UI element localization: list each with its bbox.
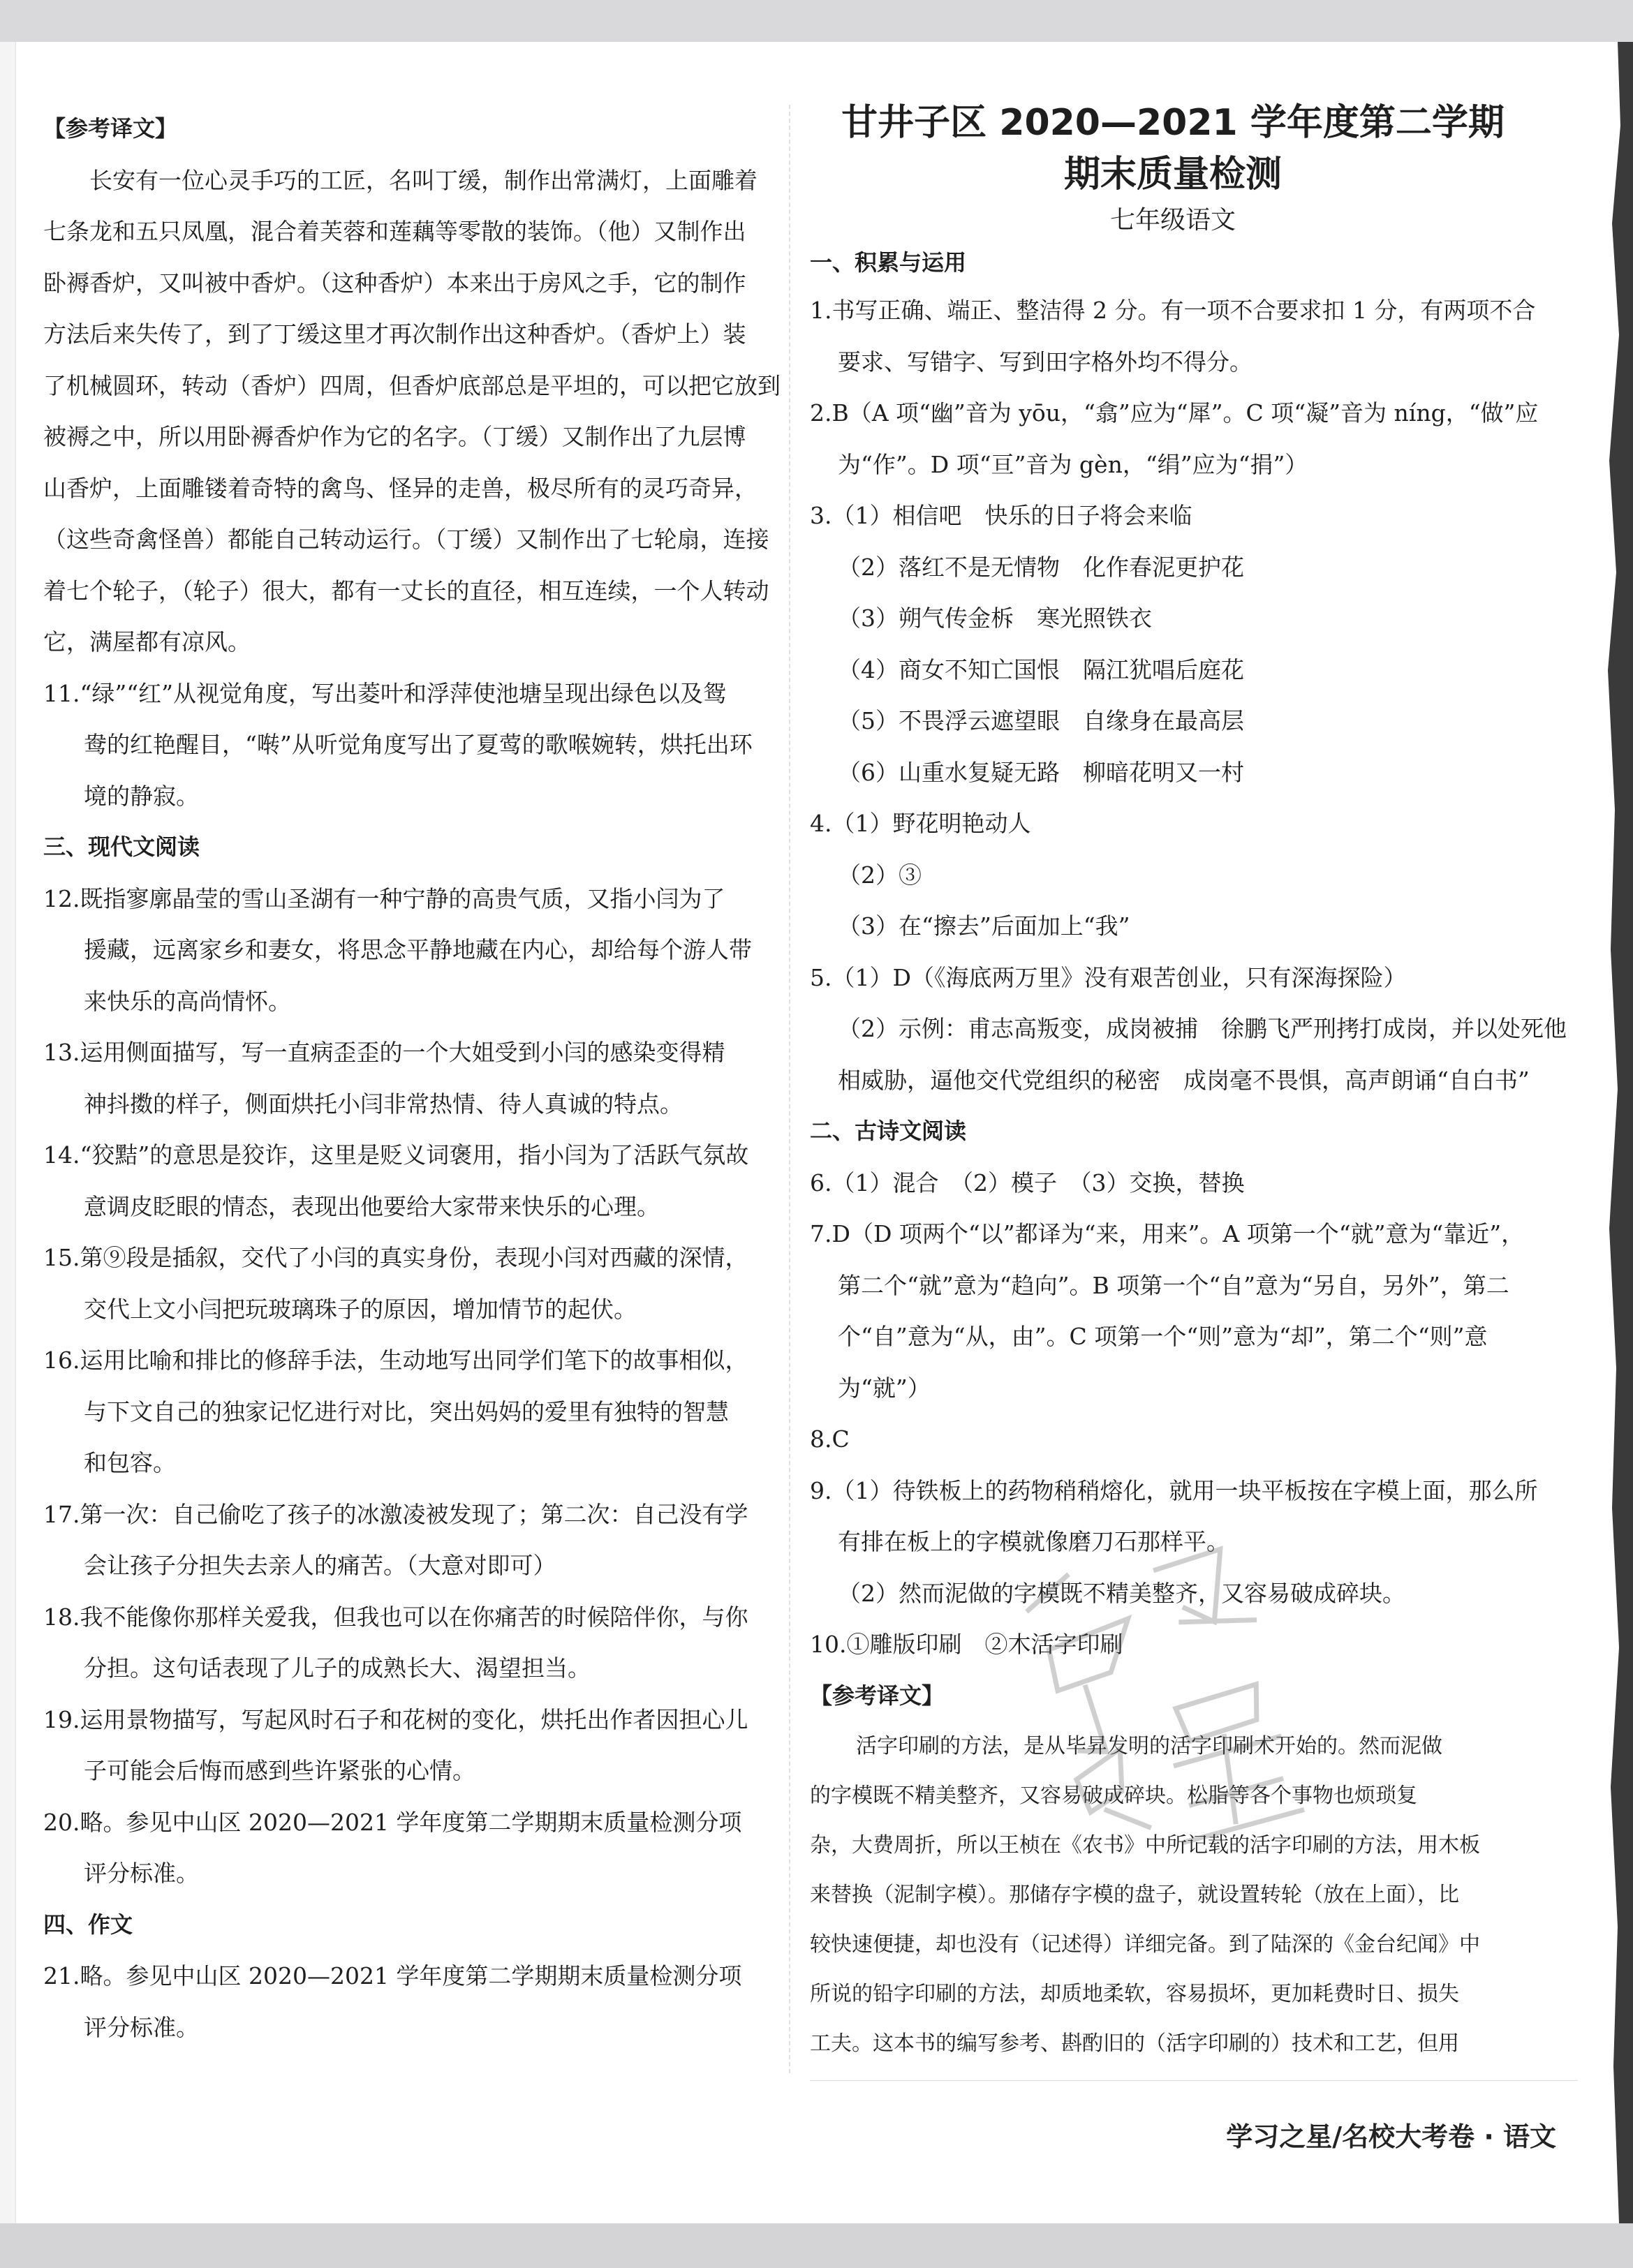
answer-line: 17.第一次：自己偷吃了孩子的冰激凌被发现了；第二次：自己没有学 (43, 1500, 748, 1528)
ref-line: 来替换（泥制字模）。那储存字模的盘子，就设置转轮（放在上面），比 (810, 1883, 1459, 1907)
answer-line: 鸯的红艳醒目，“啭”从听觉角度写出了夏莺的歌喉婉转，烘托出环 (84, 731, 753, 758)
ref-line: 较快速便捷，却也没有（记述得）详细完备。到了陆深的《金台纪闻》中 (810, 1932, 1480, 1957)
answer-line: 3.（1）相信吧 快乐的日子将会来临 (810, 502, 1192, 529)
answer-line: 4.（1）野花明艳动人 (810, 810, 1031, 837)
answer-14 (43, 1129, 787, 1232)
footer-rule (810, 2080, 1578, 2081)
answer-line: 15.第⑨段是插叙，交代了小闫的真实身份，表现小闫对西藏的深情， (43, 1244, 748, 1271)
answer-15 (43, 1232, 787, 1335)
ref-line: 卧褥香炉，又叫被中香炉。（这种香炉）本来出于房风之手，它的制作 (43, 269, 746, 297)
answer-line: 有排在板上的字模就像磨刀石那样平。 (838, 1528, 1229, 1555)
answer-11 (43, 668, 787, 822)
ref-line: 活字印刷的方法，是从毕昇发明的活字印刷术开始的。然而泥做 (856, 1734, 1442, 1758)
answer-line: 为“作”。D 项“亘”音为 gèn，“绢”应为“捐”） (838, 450, 1308, 478)
answer-16 (43, 1335, 787, 1489)
answer-line: 16.运用比喻和排比的修辞手法，生动地写出同学们笔下的故事相似， (43, 1347, 748, 1374)
ref-line: 被褥之中，所以用卧褥香炉作为它的名字。（丁缓）又制作出了九层博 (43, 423, 746, 450)
answer-line: 7.D（D 项两个“以”都译为“来，用来”。A 项第一个“就”意为“靠近”， (810, 1220, 1525, 1247)
answer-3 (810, 490, 1564, 798)
answer-line: （2）示例：甫志高叛变，成岗被捕 徐鹏飞严刑拷打成岗，并以处死他 (838, 1015, 1567, 1042)
answer-line: 14.“狡黠”的意思是狡诈，这里是贬义词褒用，指小闫为了活跃气氛故 (43, 1141, 749, 1169)
left-ref-translation (43, 155, 787, 668)
right-ref-heading: 【参考译文】 (810, 1682, 945, 1709)
answer-18 (43, 1592, 787, 1694)
left-column (43, 103, 787, 2053)
answer-6: 6.（1）混合 （2）模子 （3）交换，替换 (810, 1169, 1245, 1196)
exam-title-line2: 期末质量检测 (1063, 154, 1282, 195)
ref-line: 了机械圆环，转动（香炉）四周，但香炉底部总是平坦的，可以把它放到 (43, 371, 781, 399)
answer-line: （3）朔气传金柝 寒光照铁衣 (838, 605, 1152, 632)
section-heading-2: 二、古诗文阅读 (810, 1118, 967, 1144)
answer-line: 11.“绿”“红”从视觉角度，写出菱叶和浮萍使池塘呈现出绿色以及鸳 (43, 679, 726, 707)
answer-line: 2.B（A 项“幽”音为 yōu，“翕”应为“犀”。C 项“凝”音为 níng，“做”应 (810, 399, 1539, 427)
answer-line: （3）在“擦去”后面加上“我” (838, 912, 1130, 940)
answer-line: 分担。这句话表现了儿子的成熟长大、渴望担当。 (84, 1654, 591, 1682)
answer-13 (43, 1027, 787, 1129)
answer-line: 子可能会后悔而感到些许紧张的心情。 (84, 1757, 475, 1784)
answer-line: （2）然而泥做的字模既不精美整齐，又容易破成碎块。 (838, 1579, 1405, 1607)
answer-line: 会让孩子分担失去亲人的痛苦。（大意对即可） (84, 1552, 556, 1579)
previous-page-edge (0, 42, 16, 2223)
ref-line: 所说的铅字印刷的方法，却质地柔软，容易损坏，更加耗费时日、损失 (810, 1982, 1459, 2006)
answer-21 (43, 1950, 787, 2053)
answer-7 (810, 1208, 1564, 1414)
answer-5 (810, 952, 1567, 1106)
answer-line: 个“自”意为“从，由”。C 项第一个“则”意为“却”，第二个“则”意 (838, 1323, 1488, 1350)
footer-brand: 学习之星/名校大考卷 · 语文 (1226, 2121, 1556, 2152)
answer-line: （6）山重水复疑无路 柳暗花明又一村 (838, 758, 1244, 786)
answer-line: （5）不畏浮云遮望眼 自缘身在最高层 (838, 707, 1244, 734)
left-ref-heading: 【参考译文】 (43, 115, 178, 142)
answer-line: 相威胁，逼他交代党组织的秘密 成岗毫不畏惧，高声朗诵“自白书” (838, 1066, 1530, 1094)
section-heading-1: 一、积累与运用 (810, 249, 967, 276)
answer-19 (43, 1694, 787, 1797)
answer-17 (43, 1489, 787, 1592)
right-column (810, 98, 1567, 2068)
answer-line: 意调皮眨眼的情态，表现出他要给大家带来快乐的心理。 (84, 1192, 660, 1220)
answer-line: 援藏，远离家乡和妻女，将思念平静地藏在内心，却给每个游人带 (84, 936, 752, 963)
section-heading-3: 三、现代文阅读 (43, 833, 200, 860)
answer-line: 和包容。 (84, 1449, 176, 1476)
ref-line: 山香炉，上面雕镂着奇特的禽鸟、怪异的走兽，极尽所有的灵巧奇异， (43, 474, 758, 502)
answer-line: 20.略。参见中山区 2020—2021 学年度第二学期期末质量检测分项 (43, 1808, 742, 1836)
answer-12 (43, 873, 787, 1028)
ref-line: 杂，大费周折，所以王桢在《农书》中所记载的活字印刷的方法，用木板 (810, 1833, 1480, 1858)
answer-line: 评分标准。 (84, 2013, 199, 2041)
answer-line: 5.（1）D（《海底两万里》没有艰苦创业，只有深海探险） (810, 963, 1407, 991)
answer-line: 第二个“就”意为“趋向”。B 项第一个“自”意为“另自，另外”，第二 (838, 1271, 1509, 1299)
scan-bottom-band (0, 2223, 1633, 2268)
ref-line: 工夫。这本书的编写参考、斟酌旧的（活字印刷的）技术和工艺，但用 (810, 2031, 1459, 2056)
answer-4 (810, 798, 1564, 952)
answer-line: 要求、写错字、写到田字格外均不得分。 (838, 348, 1253, 376)
answer-line: 交代上文小闫把玩玻璃珠子的原因，增加情节的起伏。 (84, 1295, 637, 1323)
answer-line: （2）落红不是无情物 化作春泥更护花 (838, 553, 1244, 581)
exam-title: 甘井子区 2020—2021 学年度第二学期 (841, 102, 1505, 144)
ref-line: 它，满屋都有凉风。 (43, 628, 251, 655)
answer-line: 与下文自己的独家记忆进行对比，突出妈妈的爱里有独特的智慧 (84, 1398, 729, 1425)
section-heading-4: 四、作文 (43, 1911, 133, 1938)
answer-line: 9.（1）待铁板上的药物稍稍熔化，就用一块平板按在字模上面，那么所 (810, 1476, 1538, 1504)
ref-line: 方法后来失传了，到了丁缓这里才再次制作出这种香炉。（香炉上）装 (43, 320, 746, 348)
ref-line: 长安有一位心灵手巧的工匠，名叫丁缓，制作出常满灯，上面雕着 (89, 166, 758, 194)
answer-line: 1.书写正确、端正、整洁得 2 分。有一项不合要求扣 1 分，有两项不合 (810, 297, 1536, 324)
answer-line: 为“就”） (838, 1374, 931, 1402)
answer-9 (810, 1465, 1564, 1620)
column-divider (789, 105, 790, 2073)
ref-line: 七条龙和五只凤凰，混合着芙蓉和莲藕等零散的装饰。（他）又制作出 (43, 218, 746, 245)
answer-10: 10.①雕版印刷 ②木活字印刷 (810, 1631, 1123, 1658)
answer-line: 神抖擞的样子，侧面烘托小闫非常热情、待人真诚的特点。 (84, 1090, 683, 1118)
answer-2 (810, 387, 1564, 490)
answer-8: 8.C (810, 1425, 850, 1453)
answer-1 (810, 285, 1564, 387)
answer-line: 12.既指寥廓晶莹的雪山圣湖有一种宁静的高贵气质，又指小闫为了 (43, 884, 725, 912)
answer-line: （2）③ (838, 861, 922, 889)
exam-subtitle: 七年级语文 (1109, 206, 1236, 235)
answer-line: 19.运用景物描写，写起风时石子和花树的变化，烘托出作者因担心儿 (43, 1705, 748, 1733)
answer-20 (43, 1797, 787, 1899)
torn-paper-edge (1605, 42, 1633, 2223)
ref-line: 着七个轮子，（轮子）很大，都有一丈长的直径，相互连续，一个人转动 (43, 577, 769, 605)
ref-line: 的字模既不精美整齐，又容易破成碎块。松脂等各个事物也烦琐复 (810, 1784, 1417, 1808)
scan-top-band (0, 0, 1633, 42)
ref-line: （这些奇禽怪兽）都能自己转动运行。（丁缓）又制作出了七轮扇，连接 (43, 526, 769, 553)
answer-line: 境的静寂。 (84, 782, 199, 810)
answer-line: 来快乐的高尚情怀。 (84, 987, 291, 1015)
answer-line: 评分标准。 (84, 1860, 199, 1887)
answer-line: （4）商女不知亡国恨 隔江犹唱后庭花 (838, 655, 1244, 683)
answer-line: 21.略。参见中山区 2020—2021 学年度第二学期期末质量检测分项 (43, 1962, 742, 1989)
answer-line: 18.我不能像你那样关爱我，但我也可以在你痛苦的时候陪伴你，与你 (43, 1603, 748, 1631)
right-ref-translation (810, 1721, 1564, 2068)
answer-line: 13.运用侧面描写，写一直病歪歪的一个大姐受到小闫的感染变得精 (43, 1039, 725, 1066)
